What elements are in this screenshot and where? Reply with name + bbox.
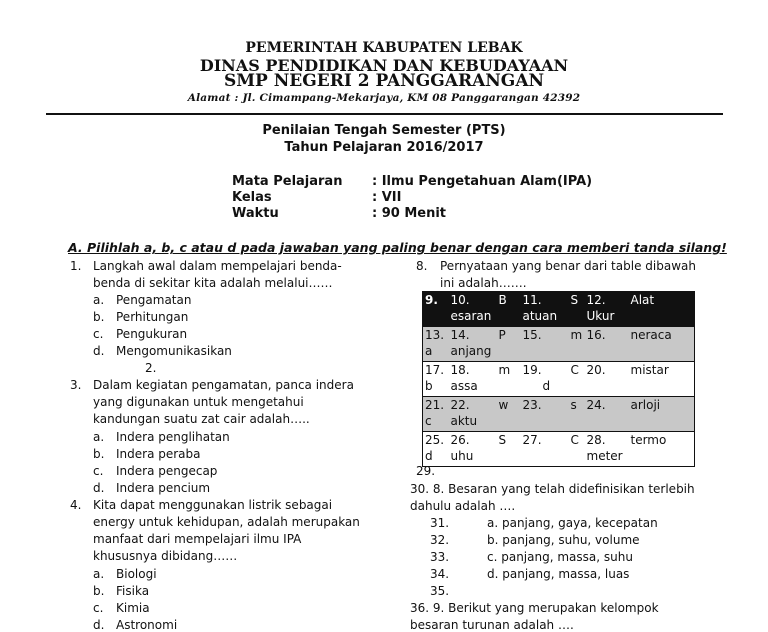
q1-option-text: Perhitungan — [116, 310, 189, 324]
q4-option-key: b. — [93, 584, 105, 598]
table-row — [423, 292, 695, 327]
table-row — [423, 327, 695, 362]
table-cell: 13. a — [423, 327, 449, 362]
table-cell: 27. — [521, 432, 569, 467]
q3-line3: kandungan suatu zat cair adalah….. — [93, 412, 310, 426]
q4-line3: manfaat dari mempelajari ilmu IPA — [93, 532, 302, 546]
table-cell: s — [569, 397, 585, 432]
q1-option-key: a. — [93, 293, 105, 307]
table-cell: m — [569, 327, 585, 362]
table-cell: 16. — [585, 327, 629, 362]
exam-year: Tahun Pelajaran 2016/2017 — [284, 140, 484, 155]
q36-line1: 36. 9. Berikut yang merupakan kelompok — [410, 601, 659, 615]
stray-number: 35. — [430, 584, 450, 598]
table-cell: 19. d — [521, 362, 569, 397]
info-class-label: Kelas — [232, 190, 272, 205]
q4-line4: khususnya dibidang…… — [93, 549, 238, 563]
q1-option-key: c. — [93, 327, 104, 341]
table-cell: 21. c — [423, 397, 449, 432]
info-time-label: Waktu — [232, 206, 279, 221]
header-school: SMP NEGERI 2 PANGGARANGAN — [223, 71, 545, 91]
q1-option-text: Pengukuran — [116, 327, 188, 341]
table-cell: 18. assa — [449, 362, 497, 397]
q1-line2: benda di sekitar kita adalah melalui…… — [93, 276, 333, 290]
q30-option-key: 31. — [430, 516, 450, 530]
table-cell: 14. anjang — [449, 327, 497, 362]
stray-number: 2. — [145, 361, 157, 375]
q30-line1: 30. 8. Besaran yang telah didefinisikan terlebih — [410, 482, 695, 496]
header-address: Alamat : Jl. Cimampang-Mekarjaya, KM 08 Panggarangan 42392 — [187, 92, 581, 104]
q8-line2: ini adalah……. — [440, 276, 527, 290]
q1-option-key: d. — [93, 344, 105, 358]
table-cell: 10. esaran — [449, 292, 497, 327]
q3-option-key: b. — [93, 447, 105, 461]
table-cell: w — [497, 397, 521, 432]
info-subject-label: Mata Pelajaran — [232, 174, 343, 189]
q3-option-key: c. — [93, 464, 104, 478]
info-time-value: : 90 Menit — [372, 206, 447, 221]
q4-option-text: Biologi — [116, 567, 157, 581]
q3-option-text: Indera pencium — [116, 481, 211, 495]
table-cell: 17. b — [423, 362, 449, 397]
q30-option-text: b. panjang, suhu, volume — [487, 533, 640, 547]
q3-line1: Dalam kegiatan pengamatan, panca indera — [93, 378, 354, 392]
header-divider — [46, 113, 723, 115]
table-cell: 11. atuan — [521, 292, 569, 327]
q3-option-text: Indera peraba — [116, 447, 201, 461]
table-cell: neraca — [629, 327, 695, 362]
q3-option-key: a. — [93, 430, 105, 444]
info-class-value: : VII — [372, 190, 402, 205]
table-cell: m — [497, 362, 521, 397]
table-row — [423, 397, 695, 432]
table-cell: mistar — [629, 362, 695, 397]
q3-line2: yang digunakan untuk mengetahui — [93, 395, 304, 409]
table-cell: 24. — [585, 397, 629, 432]
q8-line1: Pernyataan yang benar dari table dibawah — [440, 259, 696, 273]
q4-option-text: Fisika — [116, 584, 150, 598]
q4-number: 4. — [70, 498, 82, 512]
q1-number: 1. — [70, 259, 82, 273]
table-cell: termo — [629, 432, 695, 467]
q30-option-key: 33. — [430, 550, 450, 564]
stray-number: 29. — [416, 464, 436, 478]
table-cell: 20. — [585, 362, 629, 397]
q30-option-text: a. panjang, gaya, kecepatan — [487, 516, 658, 530]
table-cell: P — [497, 327, 521, 362]
table-cell: S — [497, 432, 521, 467]
q4-option-key: a. — [93, 567, 105, 581]
q30-option-key: 34. — [430, 567, 450, 581]
q3-number: 3. — [70, 378, 82, 392]
table-cell: 28. meter — [585, 432, 629, 467]
table-cell: 22. aktu — [449, 397, 497, 432]
table-cell: C — [569, 362, 585, 397]
q1-option-key: b. — [93, 310, 105, 324]
q30-option-text: c. panjang, massa, suhu — [487, 550, 633, 564]
table-row — [423, 362, 695, 397]
table-cell: 15. — [521, 327, 569, 362]
q4-line2: energy untuk kehidupan, adalah merupakan — [93, 515, 360, 529]
q36-line2: besaran turunan adalah …. — [410, 618, 574, 632]
q3-option-text: Indera pengecap — [116, 464, 218, 478]
table-cell: S — [569, 292, 585, 327]
q1-option-text: Mengomunikasikan — [116, 344, 232, 358]
q3-option-text: Indera penglihatan — [116, 430, 230, 444]
q30-option-key: 32. — [430, 533, 450, 547]
table-cell: 26. uhu — [449, 432, 497, 467]
table-cell: B — [497, 292, 521, 327]
table-cell: 12. Ukur — [585, 292, 629, 327]
q1-option-text: Pengamatan — [116, 293, 192, 307]
q4-option-text: Astronomi — [116, 618, 178, 632]
q4-line1: Kita dapat menggunakan listrik sebagai — [93, 498, 333, 512]
table-cell: Alat — [629, 292, 695, 327]
section-a-instruction: A. Pilihlah a, b, c atau d pada jawaban yang paling benar dengan cara memberi tanda silang! — [68, 240, 727, 255]
q8-number: 8. — [416, 259, 428, 273]
q30-line2: dahulu adalah …. — [410, 499, 516, 513]
q30-option-text: d. panjang, massa, luas — [487, 567, 630, 581]
q1-line1: Langkah awal dalam mempelajari benda- — [93, 259, 342, 273]
exam-title: Penilaian Tengah Semester (PTS) — [262, 123, 506, 138]
table-row — [423, 432, 695, 467]
table-cell: 25. d — [423, 432, 449, 467]
header-government: PEMERINTAH KABUPATEN LEBAK — [245, 40, 523, 56]
measurement-table — [422, 291, 695, 467]
q3-option-key: d. — [93, 481, 105, 495]
q4-option-text: Kimia — [116, 601, 150, 615]
table-cell: 23. — [521, 397, 569, 432]
info-subject-value: : Ilmu Pengetahuan Alam(IPA) — [372, 174, 593, 189]
q4-option-key: d. — [93, 618, 105, 632]
table-cell: C — [569, 432, 585, 467]
header-department: DINAS PENDIDIKAN DAN KEBUDAYAAN — [199, 56, 569, 75]
q4-option-key: c. — [93, 601, 104, 615]
table-cell: 9. — [423, 292, 449, 327]
table-cell: arloji — [629, 397, 695, 432]
